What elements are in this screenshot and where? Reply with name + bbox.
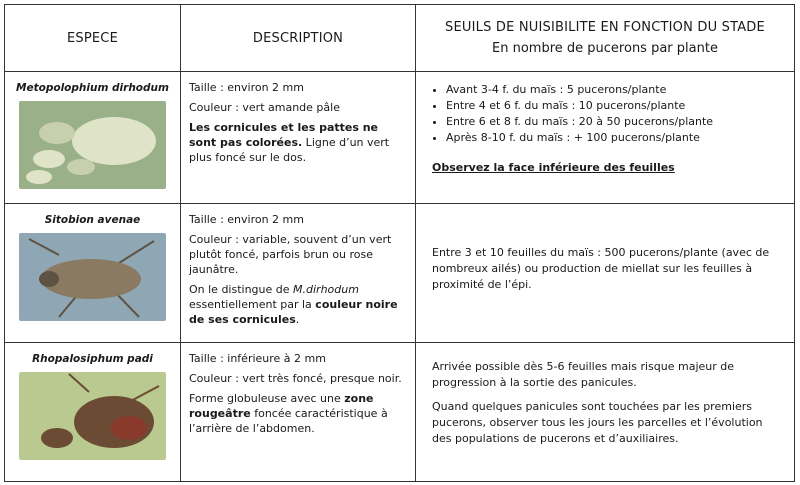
distinguishing-note <box>189 391 407 436</box>
observe-note: Observez la face inférieure des feuilles <box>432 161 675 174</box>
size-text: Taille : environ 2 mm <box>189 213 304 226</box>
threshold-text: Quand quelques panicules sont touchées par les premiers pucerons, observer tous les jours les parcelles et l’évolution des populations de pucerons et d’auxiliaires. <box>432 400 763 445</box>
header-threshold-title: SEUILS DE NUISIBILITE EN FONCTION DU STADE <box>445 20 765 35</box>
note-part: Forme globuleuse avec une <box>189 392 345 405</box>
header-description-label: DESCRIPTION <box>252 30 344 46</box>
aphid-body <box>26 170 52 184</box>
aphid-head <box>39 271 59 287</box>
note-italic: M.dirhodum <box>293 283 359 296</box>
header-row <box>5 5 795 72</box>
species-name: Metopolophium dirhodum <box>16 82 169 94</box>
table-row <box>5 343 795 482</box>
species-cell <box>5 72 181 204</box>
species-name: Rhopalosiphum padi <box>32 353 153 365</box>
note-rest: Ligne d’un vert plus foncé sur le dos. <box>189 136 390 164</box>
aphid-photo-image <box>19 372 166 460</box>
note-part: essentiellement par la <box>189 298 316 311</box>
species-cell <box>5 204 181 343</box>
note-bold: zone rougeâtre <box>189 392 374 420</box>
header-description <box>181 5 416 72</box>
threshold-list <box>432 82 782 146</box>
description-cell <box>181 343 416 482</box>
size-text: Taille : inférieure à 2 mm <box>189 352 326 365</box>
header-threshold <box>416 5 795 72</box>
description-cell <box>181 204 416 343</box>
aphid-photo <box>19 233 166 321</box>
note-part: On le distingue de <box>189 283 294 296</box>
distinguishing-note <box>189 282 407 327</box>
aphid-photo-image <box>19 233 166 321</box>
aphid-photo <box>19 101 166 189</box>
aphid-body <box>72 117 156 165</box>
aphid-photo <box>19 372 166 460</box>
header-species <box>5 5 181 72</box>
threshold-item: • Entre 4 et 6 f. du maïs : 10 pucerons/plante <box>446 98 782 114</box>
color-text: Couleur : vert très foncé, presque noir. <box>189 372 402 385</box>
aphid-body <box>41 428 73 448</box>
threshold-cell <box>416 343 795 482</box>
threshold-text: Entre 3 et 10 feuilles du maïs : 500 pucerons/plante (avec de nombreux ailés) ou production de miellat sur les feuilles à proximité de l’épi. <box>432 246 770 291</box>
aphid-red-zone <box>111 416 147 440</box>
size-text: Taille : environ 2 mm <box>189 81 304 94</box>
species-name: Sitobion avenae <box>44 214 141 226</box>
aphid-body <box>33 150 65 168</box>
distinguishing-note <box>189 120 407 165</box>
note-part: foncée caractéristique à l’arrière de l’abdomen. <box>189 407 388 435</box>
table-row <box>5 72 795 204</box>
species-cell <box>5 343 181 482</box>
table-row <box>5 204 795 343</box>
note-bold: couleur noire de ses cornicules <box>189 298 398 326</box>
color-text: Couleur : variable, souvent d’un vert plutôt foncé, parfois brun ou rose jaunâtre. <box>189 233 392 276</box>
header-species-label: ESPECE <box>66 30 118 46</box>
threshold-cell <box>416 204 795 343</box>
threshold-item: • Entre 6 et 8 f. du maïs : 20 à 50 pucerons/plante <box>446 114 782 130</box>
note-bold: Les cornicules et les pattes ne sont pas colorées. <box>189 121 379 149</box>
aphid-photo-image <box>19 101 166 189</box>
header-threshold-subtitle: En nombre de pucerons par plante <box>492 41 718 56</box>
note-part: . <box>295 313 300 326</box>
threshold-item: • Avant 3-4 f. du maïs : 5 pucerons/plante <box>446 82 782 98</box>
aphid-threshold-table <box>4 4 795 482</box>
description-cell <box>181 72 416 204</box>
aphid-body <box>67 159 95 175</box>
color-text: Couleur : vert amande pâle <box>189 101 340 114</box>
threshold-item: • Après 8-10 f. du maïs : + 100 pucerons/plante <box>446 130 782 146</box>
aphid-body <box>39 122 75 144</box>
threshold-cell <box>416 72 795 204</box>
threshold-text: Arrivée possible dès 5-6 feuilles mais risque majeur de progression à la sortie des panicules. <box>432 360 735 389</box>
